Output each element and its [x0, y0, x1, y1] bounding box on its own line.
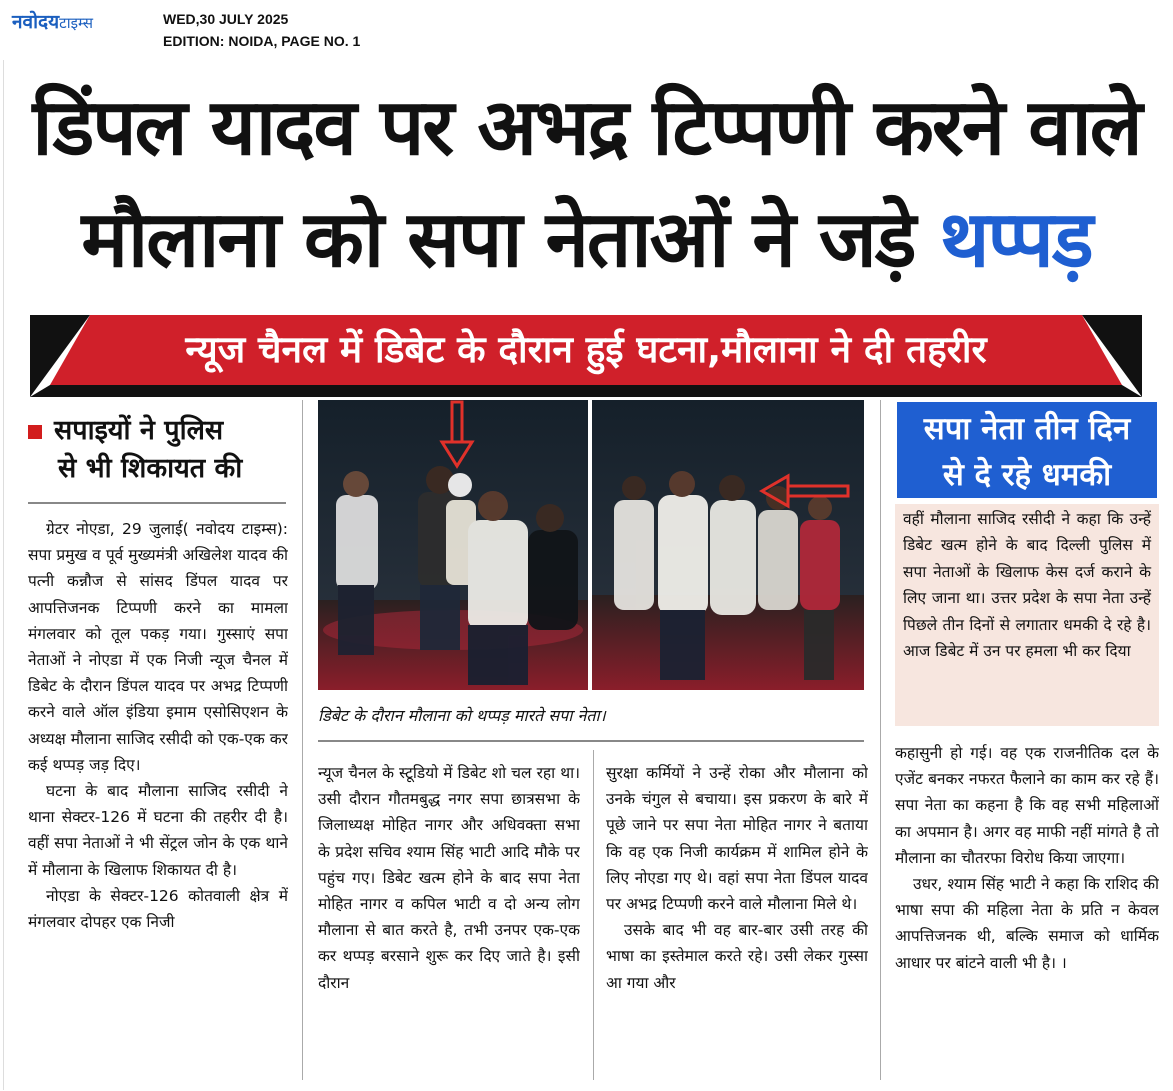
logo-main: नवोदय	[12, 11, 60, 33]
paragraph: न्यूज चैनल के स्टूडियो में डिबेट शो चल रहा था। उसी दौरान गौतमबुद्ध नगर सपा छात्रसभा के जिलाध्यक्ष मोहित नागर और अधिवक्ता सभा के प्रदेश सचिव श्याम सिंह भाटी आदि मौके पर पहुंच गए। डिबेट खत्म होने के बाद सपा नेता मोहित नागर व कपिल भाटी व दो अन्य लोग मौलाना से बात करते है, तभी उनपर एक-एक कर थप्पड़ बरसाने शुरू कर दिए जाते है। इसी दौरान	[318, 764, 580, 992]
column-divider	[593, 750, 594, 1080]
divider	[318, 740, 864, 742]
article-column-4	[895, 740, 1159, 1076]
headline-line-1: डिंपल यादव पर अभद्र टिप्पणी करने वाले	[32, 83, 1141, 173]
banner-text: न्यूज चैनल में डिबेट के दौरान हुई घटना,मौलाना ने दी तहरीर	[185, 328, 987, 371]
paragraph: उसके बाद भी वह बार-बार उसी तरह की भाषा का इस्तेमाल करते रहे। उसी लेकर गुस्सा आ गया और	[606, 921, 868, 992]
article-column-2	[318, 760, 580, 1076]
paragraph: ग्रेटर नोएडा, 29 जुलाई( नवोदय टाइम्स): सपा प्रमुख व पूर्व मुख्यमंत्री अखिलेश यादव की पत्नी कन्नौज से सांसद डिंपल यादव पर आपत्तिजनक टिप्पणी करने का मामला मंगलवार को तूल पकड़ गया। गुस्साएं सपा नेताओं ने नोएडा में एक निजी न्यूज चैनल में डिबेट के दौरान डिंपल यादव पर अभद्र टिप्पणी करने वाले ऑल इंडिया इमाम एसोसिएशन के अध्यक्ष मौलाना साजिद रसीदी को एक-एक कर कई थप्पड़ जड़ दिए।	[28, 520, 288, 774]
paragraph: नोएडा के सेक्टर-126 कोतवाली क्षेत्र में मंगलवार दोपहर एक निजी	[28, 886, 288, 932]
divider	[28, 502, 286, 504]
edition-line: EDITION: NOIDA, PAGE NO. 1	[163, 33, 361, 49]
paragraph: सुरक्षा कर्मियों ने उन्हें रोका और मौलाना को उनके चंगुल से बचाया। इस प्रकरण के बारे में पूछे जाने पर सपा नेता मोहित नागर ने बताया कि वह एक निजी कार्यक्रम में शामिल होने के लिए नोएडा गए थे। वहां सपा नेता डिंपल यादव पर अभद्र टिप्पणी करने वाले मौलाना मिले थे।	[606, 764, 868, 914]
subhead-line-1	[28, 412, 288, 450]
sidebox-title-line-2: से दे रहे धमकी	[942, 457, 1112, 493]
newspaper-logo	[12, 8, 93, 34]
headline-line-2-main: मौलाना को सपा नेताओं ने जड़े	[81, 195, 915, 285]
paragraph: घटना के बाद मौलाना साजिद रसीदी ने थाना सेक्टर-126 में घटना की तहरीर दी है। वहीं सपा नेताओं ने भी सेंट्रल जोन के एक थाने में मौलाना के खिलाफ शिकायत दी है।	[28, 782, 288, 879]
red-square-icon	[28, 425, 42, 439]
subhead-text-1: सपाइयों ने पुलिस	[54, 415, 224, 446]
photo-caption: डिबेट के दौरान मौलाना को थप्पड़ मारते सपा नेता।	[318, 706, 606, 725]
column-divider	[880, 400, 881, 1080]
sidebox-text: वहीं मौलाना साजिद रसीदी ने कहा कि उन्हें डिबेट खत्म होने के बाद दिल्ली पुलिस में सपा नेताओं के खिलाफ केस दर्ज कराने के लिए जाना था। उत्तर प्रदेश के सपा नेता उन्हें पिछले तीन दिनों से लगातार धमकी दे रहे है। आज डिबेट में उन पर हमला भी कर दिया	[903, 510, 1151, 661]
masthead	[0, 0, 1173, 58]
headline-line-2	[0, 190, 1173, 290]
paragraph: उधर, श्याम सिंह भाटी ने कहा कि राशिद की भाषा सपा की महिला नेता के प्रति न केवल आपत्तिजनक थी, बल्कि समाज को धार्मिक आधार पर बांटने वाली भी है। ।	[895, 875, 1159, 972]
sub-headline-banner	[30, 315, 1142, 397]
sidebox-title-line-1: सपा नेता तीन दिन	[923, 411, 1131, 447]
news-photo	[318, 400, 864, 690]
article-column-1	[28, 516, 288, 1076]
debate-studio-photo	[318, 400, 864, 690]
date-line: WED,30 JULY 2025	[163, 11, 289, 27]
paragraph: कहासुनी हो गई। वह एक राजनीतिक दल के एजेंट बनकर नफरत फैलाने का काम कर रहे हैं। सपा नेता का कहना है कि वह सभी महिलाओं का अपमान है। अगर वह माफी नहीं मांगते है तो मौलाना का चौतरफा विरोध किया जाएगा।	[895, 744, 1159, 867]
article-column-3	[606, 760, 868, 1076]
edition-info	[163, 8, 360, 52]
sidebox-body	[895, 504, 1159, 726]
column-divider	[302, 400, 303, 1080]
story-subhead	[28, 412, 288, 488]
logo-sub: टाइम्स	[59, 14, 93, 32]
sidebox-title	[895, 400, 1159, 500]
headline-accent-word: थप्पड़	[939, 195, 1092, 285]
subhead-line-2: से भी शिकायत की	[58, 453, 243, 484]
